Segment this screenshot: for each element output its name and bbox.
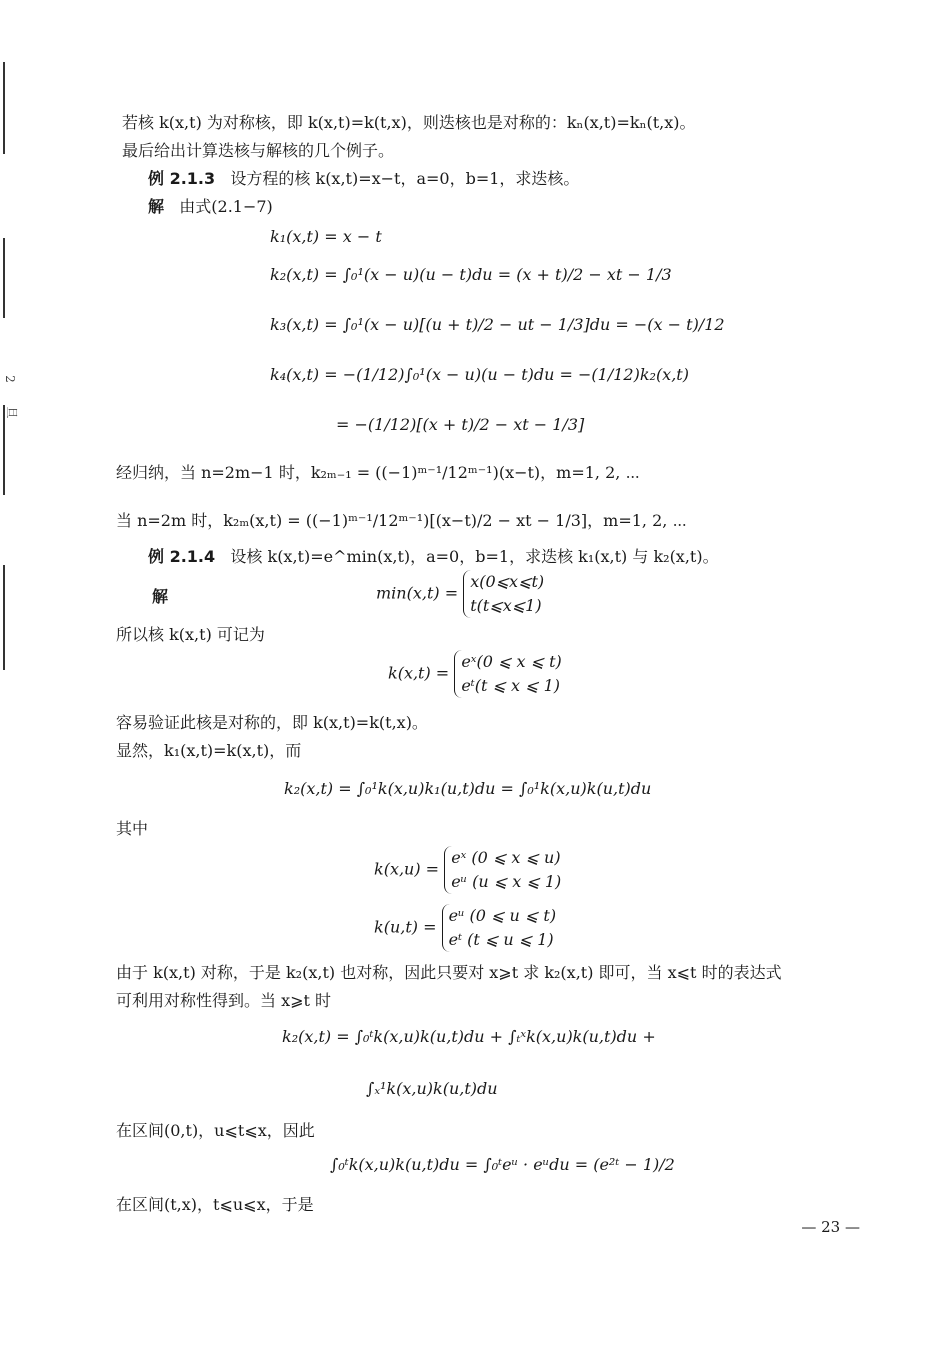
paragraph-examples-intro: 最后给出计算迭核与解核的几个例子。	[122, 141, 395, 160]
page-number: — 23 —	[801, 1218, 860, 1236]
example-2-1-4-heading	[148, 546, 719, 568]
equation-k-xu	[374, 846, 561, 894]
paragraph-induction-odd: 经归纳，当 n=2m−1 时，k₂ₘ₋₁ = ((−1)ᵐ⁻¹/12ᵐ⁻¹)(x−t)，m=1, 2, ⋯	[116, 463, 640, 482]
equation-k2-split: k₂(x,t) = ∫₀ᵗk(x,u)k(u,t)du + ∫ₜˣk(x,u)k(u,t)du +	[282, 1027, 656, 1046]
case-2: eᵗ(t ⩽ x ⩽ 1)	[461, 676, 560, 695]
equation-k3: k₃(x,t) = ∫₀¹(x − u)[(u + t)/2 − ut − 1/3]du = −(x − t)/12	[270, 315, 725, 334]
case-1: x(0⩽x⩽t)	[470, 572, 545, 591]
paragraph-where: 其中	[116, 819, 149, 838]
equation-kernel-piecewise	[388, 650, 562, 698]
equation-lhs: k(x,t) =	[388, 663, 450, 683]
paragraph-k1: 显然，k₁(x,t)=k(x,t)，而	[116, 741, 302, 760]
paragraph-symmetry-argument: 由于 k(x,t) 对称，于是 k₂(x,t) 也对称，因此只要对 x⩾t 求 k₂(x,t) 即可，当 x⩽t 时的表达式	[116, 963, 782, 982]
equation-lhs: k(x,u) =	[374, 859, 440, 879]
equation-min	[376, 570, 544, 618]
case-1: eˣ(0 ⩽ x ⩽ t)	[461, 652, 562, 671]
case-2: eᵗ (t ⩽ u ⩽ 1)	[448, 930, 554, 949]
equation-lhs: min(x,t) =	[376, 583, 459, 603]
example-statement: 设方程的核 k(x,t)=x−t，a=0，b=1，求迭核。	[230, 169, 580, 188]
case-1: eˣ (0 ⩽ x ⩽ u)	[451, 848, 561, 867]
paragraph-kernel-form: 所以核 k(x,t) 可记为	[116, 625, 265, 644]
margin-mark-2: 旦	[4, 406, 19, 419]
margin-rule-middle	[3, 238, 5, 318]
paragraph-interval-tx: 在区间(t,x)，t⩽u⩽x，于是	[116, 1195, 314, 1214]
equation-k4-continued: = −(1/12)[(x + t)/2 − xt − 1/3]	[336, 415, 585, 434]
piecewise-cases	[442, 904, 557, 952]
margin-rule-top	[3, 62, 5, 154]
equation-k1: k₁(x,t) = x − t	[270, 227, 382, 246]
equation-k-ut	[374, 904, 556, 952]
equation-k2-split-cont: ∫ₓ¹k(x,u)k(u,t)du	[366, 1079, 498, 1098]
case-1: eᵘ (0 ⩽ u ⩽ t)	[448, 906, 557, 925]
solution-label: 解	[152, 587, 169, 606]
example-label: 例 2.1.3	[148, 169, 216, 188]
paragraph-interval-0t: 在区间(0,t)，u⩽t⩽x，因此	[116, 1121, 315, 1140]
equation-k2-integral: k₂(x,t) = ∫₀¹k(x,u)k₁(u,t)du = ∫₀¹k(x,u)k(u,t)du	[284, 779, 652, 798]
example-statement: 设核 k(x,t)=e^min(x,t)，a=0，b=1，求迭核 k₁(x,t) 与 k₂(x,t)。	[230, 547, 719, 566]
equation-first-integral: ∫₀ᵗk(x,u)k(u,t)du = ∫₀ᵗeᵘ · eᵘdu = (e²ᵗ − 1)/2	[330, 1155, 675, 1174]
paragraph-induction-even: 当 n=2m 时，k₂ₘ(x,t) = ((−1)ᵐ⁻¹/12ᵐ⁻¹)[(x−t)/2 − xt − 1/3]，m=1, 2, ⋯	[116, 511, 687, 530]
example-label: 例 2.1.4	[148, 547, 216, 566]
margin-mark-1: 2	[2, 375, 17, 383]
piecewise-cases	[463, 570, 544, 618]
paragraph-symmetry-argument-cont: 可利用对称性得到。当 x⩾t 时	[116, 991, 332, 1010]
solution-label: 解	[148, 197, 165, 216]
case-2: t(t⩽x⩽1)	[470, 596, 542, 615]
margin-rule-bottom	[3, 565, 5, 670]
equation-lhs: k(u,t) =	[374, 917, 437, 937]
piecewise-cases	[454, 650, 561, 698]
example-2-1-3-heading	[148, 168, 579, 190]
case-2: eᵘ (u ⩽ x ⩽ 1)	[451, 872, 562, 891]
equation-k2: k₂(x,t) = ∫₀¹(x − u)(u − t)du = (x + t)/2 − xt − 1/3	[270, 265, 672, 284]
solution-intro: 由式(2.1−7)	[179, 197, 273, 216]
paragraph-symmetric-kernel: 若核 k(x,t) 为对称核，即 k(x,t)=k(t,x)，则迭核也是对称的：kₙ(x,t)=kₙ(t,x)。	[122, 113, 696, 132]
solution-1-heading	[148, 196, 273, 218]
paragraph-symmetry-check: 容易验证此核是对称的，即 k(x,t)=k(t,x)。	[116, 713, 428, 732]
piecewise-cases	[444, 846, 561, 894]
equation-k4: k₄(x,t) = −(1/12)∫₀¹(x − u)(u − t)du = −(1/12)k₂(x,t)	[270, 365, 689, 384]
